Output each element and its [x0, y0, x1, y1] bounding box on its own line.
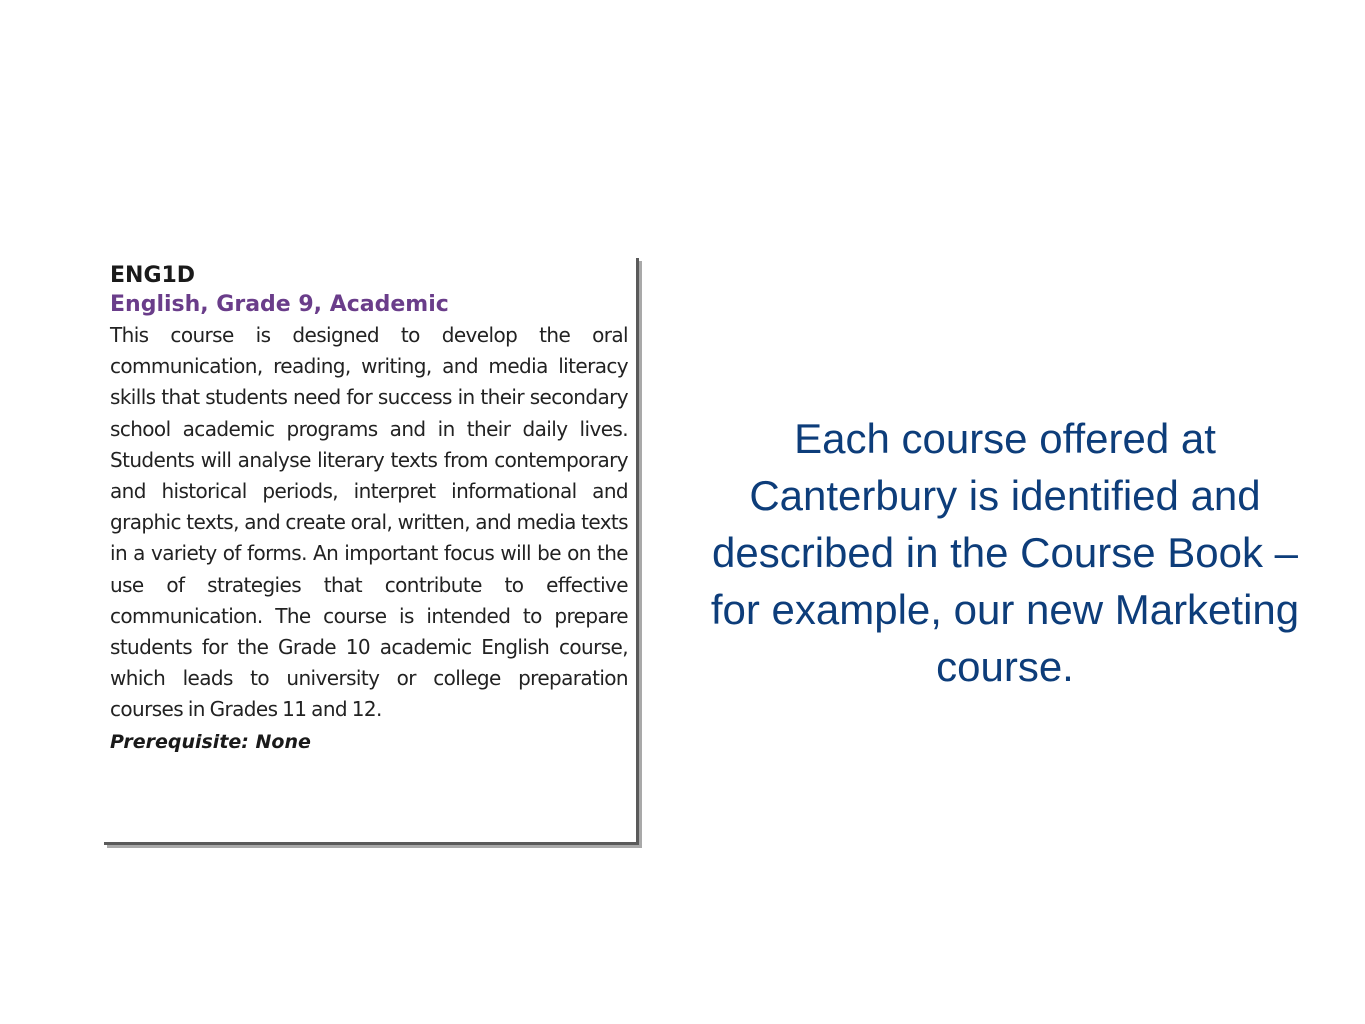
course-prerequisite: Prerequisite: None [110, 730, 311, 753]
slide-caption: Each course offered at Canterbury is identified and described in the Course Book – for example, our new Marketing course. [710, 415, 1300, 690]
course-title: English, Grade 9, Academic [110, 292, 449, 317]
course-code: ENG1D [110, 263, 196, 288]
course-card [104, 258, 639, 845]
course-description: This course is designed to develop the oral communication, reading, writing, and media literacy skills that students need for success in their secondary school academic programs and in their daily lives. Students will analyse literary texts from contemporary and historical periods, interpret informational and graphic texts, and create oral, written, and media texts in a variety of forms. An important focus will be on the use of strategies that contribute to effective communication. The course is intended to prepare students for the Grade 10 academic English course, which leads to university or college preparation courses in Grades 11 and 12. [110, 323, 628, 722]
